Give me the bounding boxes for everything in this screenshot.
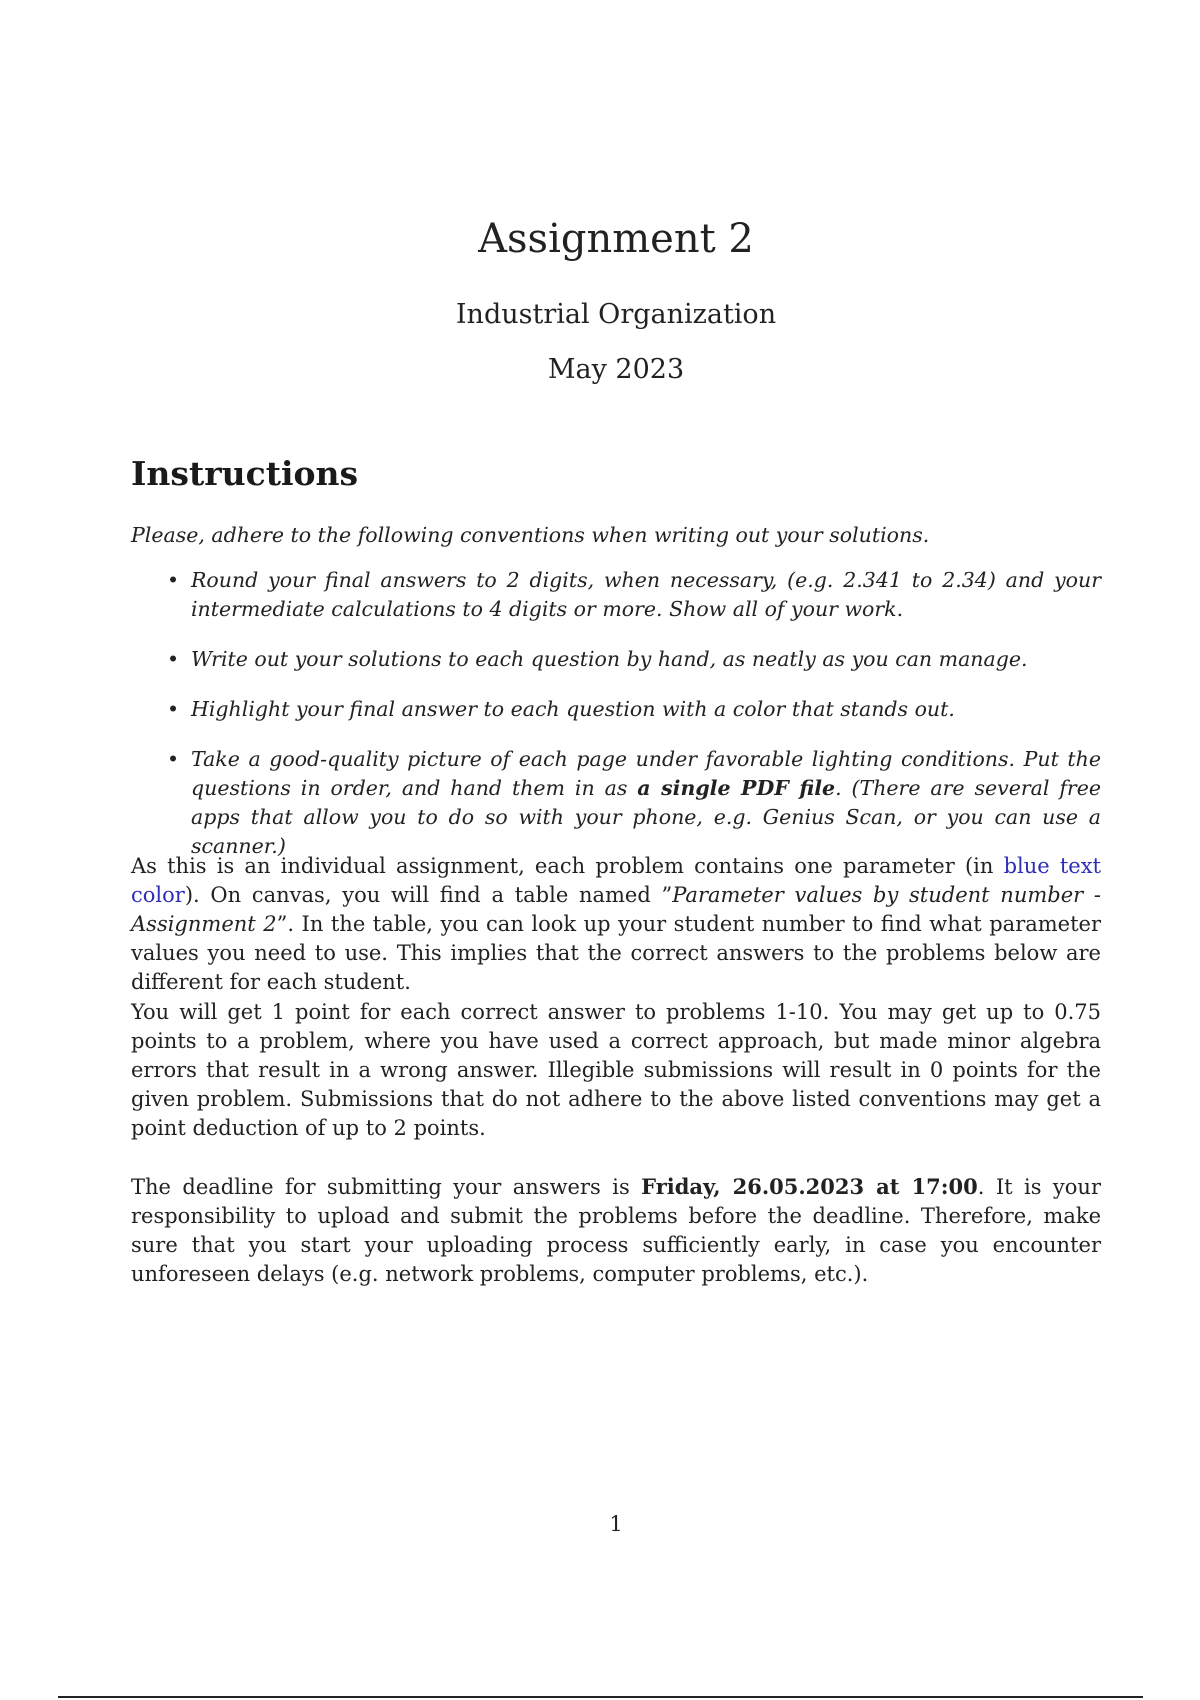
deadline-date: Friday, 26.05.2023 at 17:00 bbox=[641, 1174, 978, 1199]
conventions-list bbox=[131, 566, 1101, 882]
list-item-text: Take a good-quality picture of each page under favorable lighting conditions. Put the questions in order, and hand them in as bbox=[191, 747, 1101, 800]
document-title: Assignment 2 bbox=[478, 216, 754, 262]
page-number: 1 bbox=[609, 1512, 623, 1536]
blue-text-sample: blue text color bbox=[131, 854, 1102, 907]
bottom-rule bbox=[58, 1696, 1143, 1698]
grading-paragraph: You will get 1 point for each correct answer to problems 1-10. You may get up to 0.75 points to a problem, where you have used a correct approach, but made minor algebra errors that result in a wrong answer. Illegible submissions will result in 0 points for the given problem. Submissions that do not adhere to the above listed conventions may get a point deduction of up to 2 points. bbox=[131, 1000, 1101, 1140]
bullet-icon: • bbox=[167, 697, 180, 721]
bullet-icon: • bbox=[167, 568, 180, 592]
list-item bbox=[131, 745, 1101, 861]
document-date: May 2023 bbox=[547, 354, 685, 385]
list-item bbox=[131, 566, 1101, 624]
section-heading-instructions: Instructions bbox=[131, 454, 359, 493]
paragraph-text: ”. In the table, you can look up your student number to find what parameter values you need to use. This implies that the correct answers to the problems below are different for each student. bbox=[131, 912, 1101, 994]
list-item-text: Round your final answers to 2 digits, when necessary, (e.g. 2.341 to 2.34) and your intermediate calculations to 4 digits or more. Show all of your work. bbox=[191, 568, 1101, 621]
list-item-text-tail: . (There are several free apps that allow you to do so with your phone, e.g. Genius Scan, or you can use a scanner.) bbox=[191, 776, 1101, 858]
paragraph-text: ). On canvas, you will find a table named ” bbox=[184, 883, 673, 907]
list-item-text: Highlight your final answer to each question with a color that stands out. bbox=[191, 697, 955, 721]
table-name: Parameter values by student number - Assignment 2 bbox=[131, 883, 1101, 936]
parameter-paragraph bbox=[131, 852, 1101, 997]
list-item bbox=[131, 695, 1101, 724]
paragraph-text: . It is your responsibility to upload and submit the problems before the deadline. Therefore, make sure that you start your uploading process sufficiently early, in case you encounter unforeseen delays (e.g. network problems, computer problems, etc.). bbox=[131, 1175, 1101, 1286]
course-name: Industrial Organization bbox=[455, 299, 777, 330]
list-item-text: Write out your solutions to each question by hand, as neatly as you can manage. bbox=[191, 647, 1028, 671]
paragraph-text: As this is an individual assignment, each problem contains one parameter (in bbox=[131, 854, 1004, 878]
list-item bbox=[131, 645, 1101, 674]
bullet-icon: • bbox=[167, 747, 180, 771]
pdf-emphasis: a single PDF file bbox=[637, 776, 836, 800]
paragraph-text: The deadline for submitting your answers is bbox=[131, 1175, 642, 1199]
deadline-paragraph bbox=[131, 1172, 1101, 1289]
bullet-icon: • bbox=[167, 647, 180, 671]
intro-text: Please, adhere to the following conventions when writing out your solutions. bbox=[131, 523, 930, 547]
